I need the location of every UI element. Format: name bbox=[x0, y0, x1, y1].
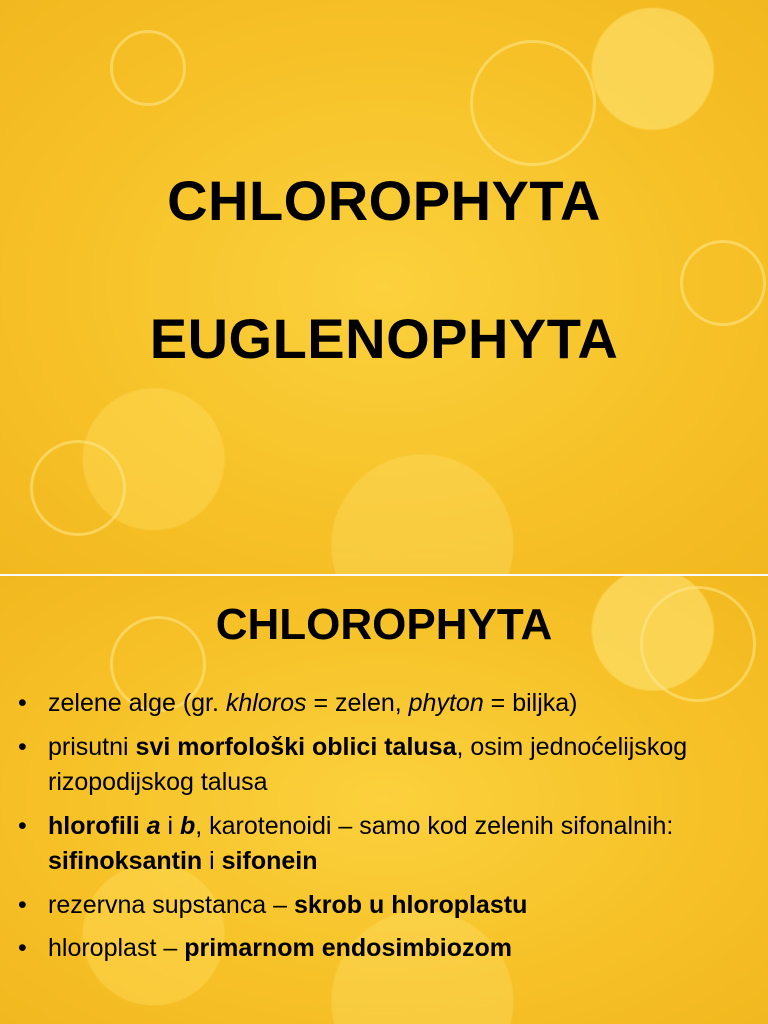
bullet-bold-italic: a bbox=[146, 811, 161, 840]
bullet-text: , osim jednoćelijskog rizopodijskog talusa bbox=[48, 732, 688, 796]
bullet-bold: primarnom endosimbiozom bbox=[184, 934, 513, 962]
bullet-bold: svi morfološki oblici talusa bbox=[135, 732, 457, 761]
bullet-item bbox=[14, 686, 754, 722]
decorative-circle bbox=[110, 30, 186, 106]
bullet-italic: khloros bbox=[225, 689, 307, 717]
bullet-italic: phyton bbox=[408, 689, 484, 717]
decorative-circle bbox=[470, 40, 596, 166]
bullet-text: , karotenoidi – samo kod zelenih sifonalnih: bbox=[195, 811, 674, 840]
slide-title: CHLOROPHYTA bbox=[215, 600, 553, 649]
bullet-bold: hlorofili bbox=[48, 811, 147, 840]
bullet-bold: sifinoksantin bbox=[48, 847, 203, 875]
bullet-item bbox=[14, 931, 754, 967]
bullet-item bbox=[14, 809, 754, 880]
content-slide bbox=[0, 576, 768, 1024]
bullet-text: i bbox=[160, 811, 180, 840]
bullet-text: rezervna supstanca – bbox=[48, 890, 294, 919]
bullet-text: zelene alge (gr. bbox=[48, 689, 226, 717]
bullet-bold: sifonein bbox=[221, 847, 318, 875]
bullet-bold: skrob u hloroplastu bbox=[293, 890, 528, 919]
bullet-text: hloroplast – bbox=[48, 934, 185, 962]
bullet-item bbox=[14, 888, 754, 924]
bullet-text: = zelen, bbox=[306, 689, 409, 717]
bullet-text: = biljka) bbox=[483, 689, 578, 717]
bullet-text: i bbox=[202, 847, 222, 875]
bullet-item bbox=[14, 730, 754, 801]
slide-title-line-1: CHLOROPHYTA bbox=[167, 169, 601, 232]
bullet-text: prisutni bbox=[48, 732, 136, 761]
decorative-circle bbox=[30, 440, 126, 536]
bullet-bold-italic: b bbox=[179, 811, 196, 840]
slide-title-line-2: EUGLENOPHYTA bbox=[149, 307, 619, 370]
bullet-list bbox=[14, 686, 754, 975]
